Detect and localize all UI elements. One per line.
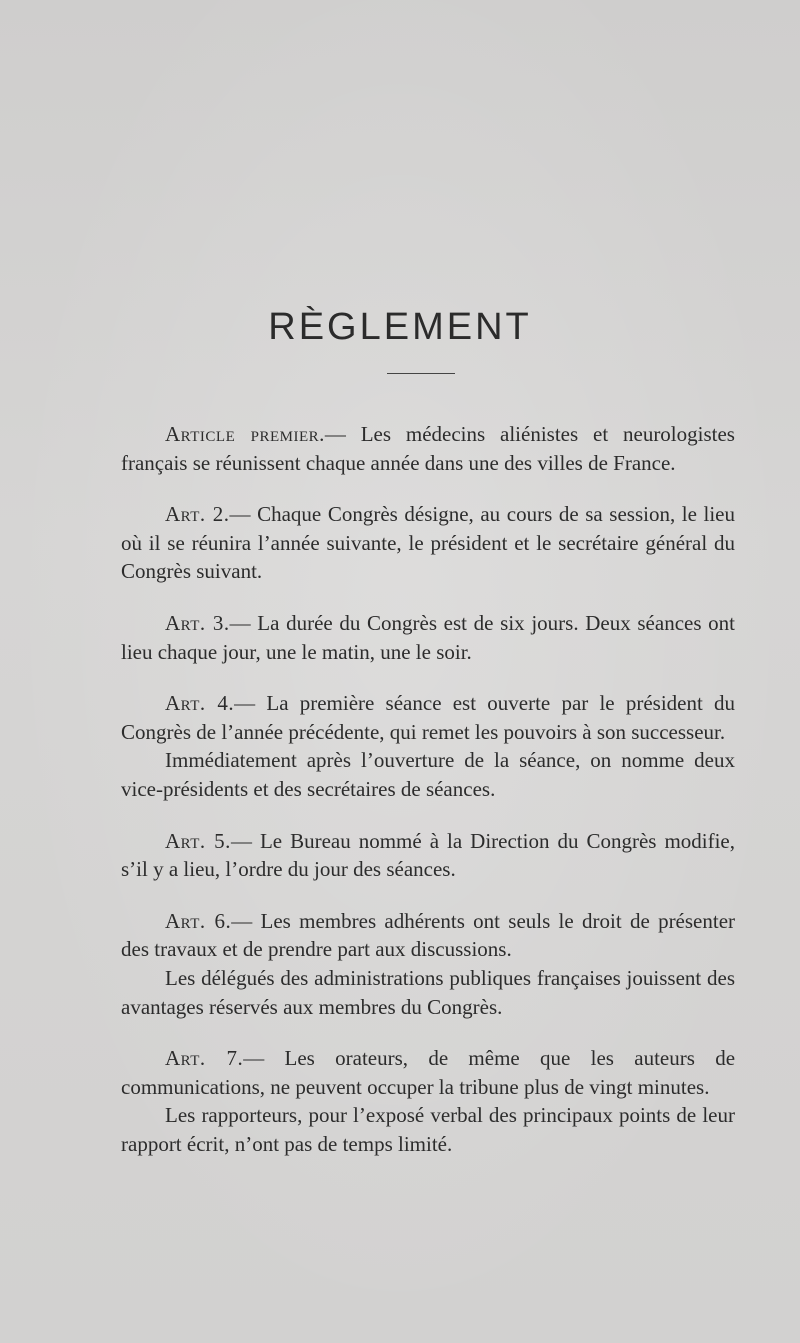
- article-3-paragraph-1: [121, 609, 735, 666]
- article-6-dash: —: [231, 908, 261, 933]
- article-6-paragraph-2: Les délégués des administrations publiques françaises jouissent des avantages réservés aux membres du Congrès.: [121, 965, 735, 1019]
- article-4-paragraph-1: [121, 689, 735, 746]
- article-5-dash: —: [230, 828, 260, 853]
- article-4-text: La première séance est ouverte par le président du Congrès de l’année précédente, qui remet les pouvoirs à son successeur.: [121, 691, 736, 744]
- article-4-paragraph-2: Immédiatement après l’ouverture de la séance, on nomme deux vice-présidents et des secrétaires de séances.: [121, 748, 735, 801]
- article-5-text: Le Bureau nommé à la Direction du Congrès modifie, s’il y a lieu, l’ordre du jour des séances.: [121, 828, 736, 882]
- article-3-text: La durée du Congrès est de six jours. Deux séances ont lieu chaque jour, une le matin, une le soir.: [121, 610, 735, 664]
- article-3-dash: —: [229, 610, 258, 635]
- article-6-paragraph-1: [121, 907, 735, 964]
- article-4-dash: —: [234, 691, 267, 716]
- article-1-label: Article premier.: [165, 422, 325, 446]
- article-7-dash: —: [243, 1046, 285, 1071]
- page-title: RÈGLEMENT: [268, 306, 532, 348]
- article-2-dash: —: [229, 502, 258, 527]
- article-7-paragraph-2: Les rapporteurs, pour l’exposé verbal des principaux points de leur rapport écrit, n’ont pas de temps limité.: [121, 1103, 735, 1156]
- article-2-text: Chaque Congrès désigne, au cours de sa session, le lieu où il se réunira l’année suivante, le président et le secrétaire général du Congrès suivant.: [121, 502, 735, 584]
- article-1-dash: —: [324, 422, 361, 446]
- article-3-label: Art. 3.: [165, 610, 230, 635]
- article-5-label: Art. 5.: [165, 828, 231, 853]
- article-7-label: Art. 7.: [165, 1046, 244, 1071]
- article-6-text: Les membres adhérents ont seuls le droit de présenter des travaux et de prendre part aux discussions.: [121, 908, 736, 962]
- article-2-label: Art. 2.: [165, 502, 230, 527]
- article-6-label: Art. 6.: [165, 908, 232, 933]
- article-1-text: Les médecins aliénistes et neurologistes français se réunissent chaque année dans une des villes de France.: [121, 422, 735, 475]
- article-7-text: Les orateurs, de même que les auteurs de communications, ne peuvent occuper la tribune plus de vingt minutes.: [121, 1046, 736, 1099]
- article-1-paragraph-1: [121, 420, 735, 477]
- article-2-paragraph-1: [121, 500, 735, 586]
- regulation-body: [121, 420, 735, 1158]
- article-7-paragraph-1: [121, 1044, 735, 1101]
- article-4-label: Art. 4.: [165, 691, 235, 716]
- title-rule: [387, 373, 455, 374]
- article-5-paragraph-1: [121, 827, 735, 884]
